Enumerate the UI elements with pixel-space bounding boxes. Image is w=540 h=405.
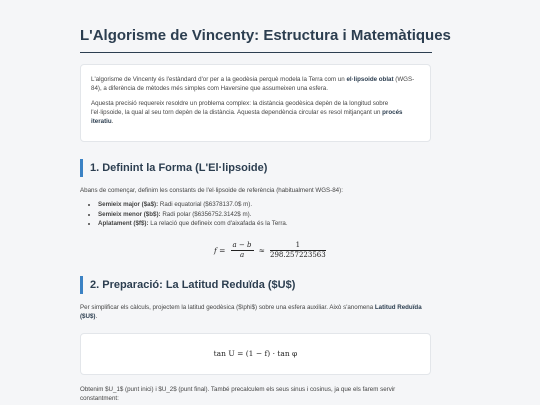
intro-text: Aquesta precisió requereix resoldre un problema complex: la distància geodèsica depèn de la longitud sobre l'el·lipsoide, la qual al seu torn depèn de la distància. Aquesta dependència circular es resol mitjançant un xyxy=(91,100,389,116)
item-text: La relació que defineix com d'aixafada és la Terra. xyxy=(148,220,288,227)
intro-paragraph-1 xyxy=(91,75,420,93)
item-label: Semieix major ($a$): xyxy=(98,201,159,208)
lead-text: Per simplificar els càlculs, projectem la latitud geodèsica ($\phi$) sobre una esfera auxiliar. Això s'anomena xyxy=(80,304,375,311)
intro-text: (WGS-84), a diferència de mètodes més simples com Haversine que assumeixen una esfera. xyxy=(91,76,415,92)
fraction xyxy=(270,241,326,260)
intro-highlight: procés iteratiu xyxy=(91,109,403,125)
flattening-formula xyxy=(214,240,326,260)
intro-paragraph-2 xyxy=(91,99,420,126)
item-text: Radi equatorial ($6378137.0$ m). xyxy=(158,201,253,208)
list-item xyxy=(98,219,438,228)
section1-lead: Abans de començar, definim les constants de l'el·lipsoide de referència (habitualment WGS-84): xyxy=(80,187,343,194)
item-label: Semieix menor ($b$): xyxy=(98,210,161,218)
list-item xyxy=(98,210,438,219)
fraction xyxy=(231,241,254,260)
formula-lhs: f = xyxy=(214,246,226,255)
intro-card xyxy=(80,64,431,142)
intro-text: . xyxy=(111,118,114,125)
section2-after: Obtenim $U_1$ (punt inici) i $U_2$ (punt final). També precalculem els seus sinus i cosinus, ja que els farem servir constantment: xyxy=(80,386,396,402)
equation-card xyxy=(80,333,431,375)
lead-highlight: Latitud Reduïda ($U$) xyxy=(80,304,422,320)
item-label: Aplatament ($f$): xyxy=(98,220,149,227)
item-text: Radi polar ($6356752.3142$ m). xyxy=(160,210,252,218)
list-item xyxy=(98,200,438,209)
intro-highlight: el·lipsoide oblat xyxy=(346,76,394,83)
reduced-latitude-equation: tan U = (1 − f) · tan φ xyxy=(213,349,298,358)
fraction-numerator: a − b xyxy=(232,241,252,249)
lead-text: . xyxy=(95,313,98,320)
section-heading-2: 2. Preparació: La Latitud Reduïda ($U$) xyxy=(80,276,432,294)
fraction-denominator: a xyxy=(239,251,245,259)
page-title: L'Algorisme de Vincenty: Estructura i Matemàtiques xyxy=(80,27,432,53)
fraction-denominator: 298.257223563 xyxy=(270,251,326,259)
approx-sign: ≈ xyxy=(258,246,265,255)
constants-list xyxy=(88,200,438,229)
fraction-numerator: 1 xyxy=(270,241,326,251)
section2-lead xyxy=(80,303,432,321)
section-heading-1: 1. Definint la Forma (L'El·lipsoide) xyxy=(80,159,432,177)
intro-text: L'algorisme de Vincenty és l'estàndard d'or per a la geodèsia perquè modela la Terra com un xyxy=(91,76,347,83)
